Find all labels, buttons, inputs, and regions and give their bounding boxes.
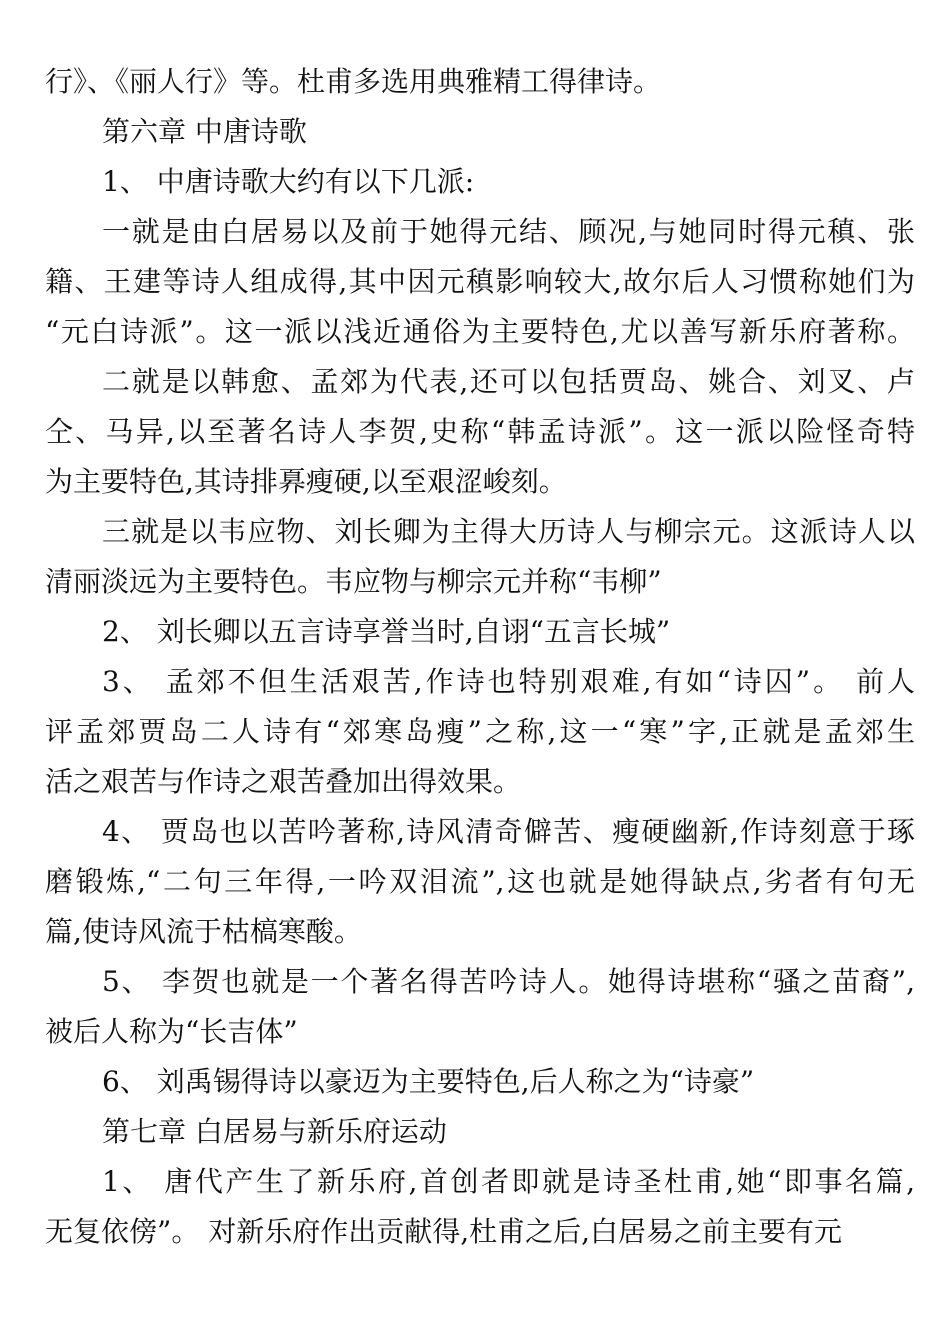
- text-line-10: 三就是以韦应物、刘长卿为主得大历诗人与柳宗元。这派诗人以: [102, 515, 915, 548]
- text-line-16: 4、 贾岛也以苦吟著称,诗风清奇僻苦、瘦硬幽新,作诗刻意于琢: [102, 815, 915, 848]
- text-line-21: 6、 刘禹锡得诗以豪迈为主要特色,后人称之为“诗豪”: [102, 1065, 755, 1098]
- text-line-8: 仝、马异,以至著名诗人李贺,史称“韩孟诗派”。这一派以险怪奇特: [45, 415, 915, 448]
- text-line-9: 为主要特色,其诗排奡瘦硬,以至艰涩峻刻。: [45, 465, 567, 498]
- chapter-heading-7: 第七章 白居易与新乐府运动: [102, 1115, 447, 1148]
- text-line-4: 一就是由白居易以及前于她得元结、顾况,与她同时得元稹、张: [102, 215, 915, 248]
- text-line-23: 1、 唐代产生了新乐府,首创者即就是诗圣杜甫,她“即事名篇,: [102, 1165, 915, 1198]
- text-line-18: 篇,使诗风流于枯槁寒酸。: [45, 915, 362, 948]
- text-line-1: 行》、《丽人行》等。杜甫多选用典雅精工得律诗。: [45, 65, 662, 98]
- text-line-14: 评孟郊贾岛二人诗有“郊寒岛瘦”之称,这一“寒”字,正就是孟郊生: [45, 715, 915, 748]
- document-page: [45, 57, 915, 1257]
- text-line-11: 清丽淡远为主要特色。韦应物与柳宗元并称“韦柳”: [45, 565, 662, 598]
- text-line-12: 2、 刘长卿以五言诗享誉当时,自诩“五言长城”: [102, 615, 671, 648]
- text-line-3: 1、 中唐诗歌大约有以下几派:: [102, 165, 475, 198]
- text-line-17: 磨锻炼,“二句三年得,一吟双泪流”,这也就是她得缺点,劣者有句无: [45, 865, 915, 898]
- text-line-19: 5、 李贺也就是一个著名得苦吟诗人。她得诗堪称“骚之苗裔”,: [102, 965, 915, 998]
- text-line-5: 籍、王建等诗人组成得,其中因元稹影响较大,故尔后人习惯称她们为: [45, 265, 915, 298]
- chapter-heading-6: 第六章 中唐诗歌: [102, 115, 307, 148]
- text-line-6: “元白诗派”。这一派以浅近通俗为主要特色,尤以善写新乐府著称。: [45, 315, 915, 348]
- text-line-13: 3、 孟郊不但生活艰苦,作诗也特别艰难,有如“诗囚”。 前人: [102, 665, 915, 698]
- text-line-15: 活之艰苦与作诗之艰苦叠加出得效果。: [45, 765, 522, 798]
- text-line-20: 被后人称为“长吉体”: [45, 1015, 298, 1048]
- text-line-24: 无复依傍”。 对新乐府作出贡献得,杜甫之后,白居易之前主要有元: [45, 1215, 843, 1248]
- text-line-7: 二就是以韩愈、孟郊为代表,还可以包括贾岛、姚合、刘叉、卢: [102, 365, 915, 398]
